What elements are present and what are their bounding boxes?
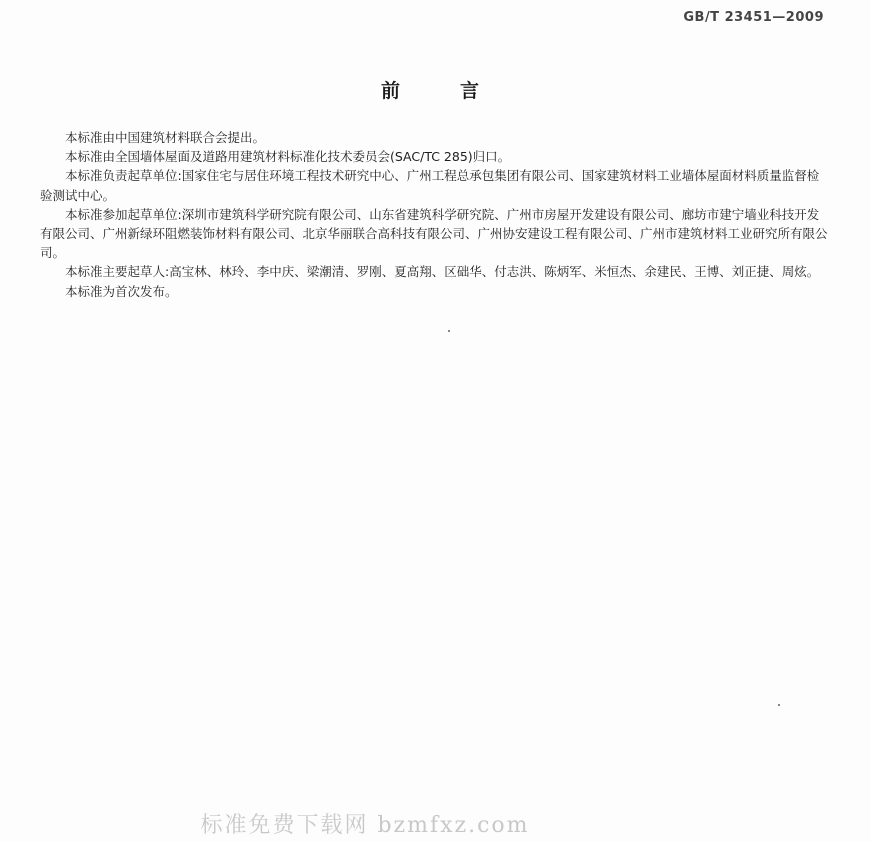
scan-speck [448, 330, 450, 332]
paragraph-first-release: 本标准为首次发布。 [65, 283, 178, 299]
watermark: 标准免费下载网 bzmfxz.com [200, 813, 530, 838]
foreword-body [40, 128, 830, 301]
scan-speck [778, 704, 780, 706]
paragraph-lead-drafters: 本标准负责起草单位:国家住宅与居住环境工程技术研究中心、广州工程总承包集团有限公司、国家建筑材料工业墙体屋面材料质量监督检验测试中心。 [40, 168, 820, 203]
paragraph-participating-drafters: 本标准参加起草单位:深圳市建筑科学研究院有限公司、山东省建筑科学研究院、广州市房屋开发建设有限公司、廊坊市建宁墙业科技开发有限公司、广州新绿环阻燃装饰材料有限公司、北京华丽联合高科技有限公司、广州协安建设工程有限公司、广州市建筑材料工业研究所有限公司。 [40, 206, 828, 261]
standard-code: GB/T 23451—2009 [683, 10, 824, 25]
paragraph-proposer: 本标准由中国建筑材料联合会提出。 [65, 130, 266, 145]
paragraph-main-drafters: 本标准主要起草人:高宝林、林玲、李中庆、梁潮清、罗刚、夏高翔、区础华、付志洪、陈炳军、米恒杰、余建民、王博、刘正捷、周炫。 [65, 264, 820, 280]
paragraph-committee: 本标准由全国墙体屋面及道路用建筑材料标准化技术委员会(SAC/TC 285)归口。 [65, 149, 511, 165]
page-title: 前言 [380, 80, 539, 102]
